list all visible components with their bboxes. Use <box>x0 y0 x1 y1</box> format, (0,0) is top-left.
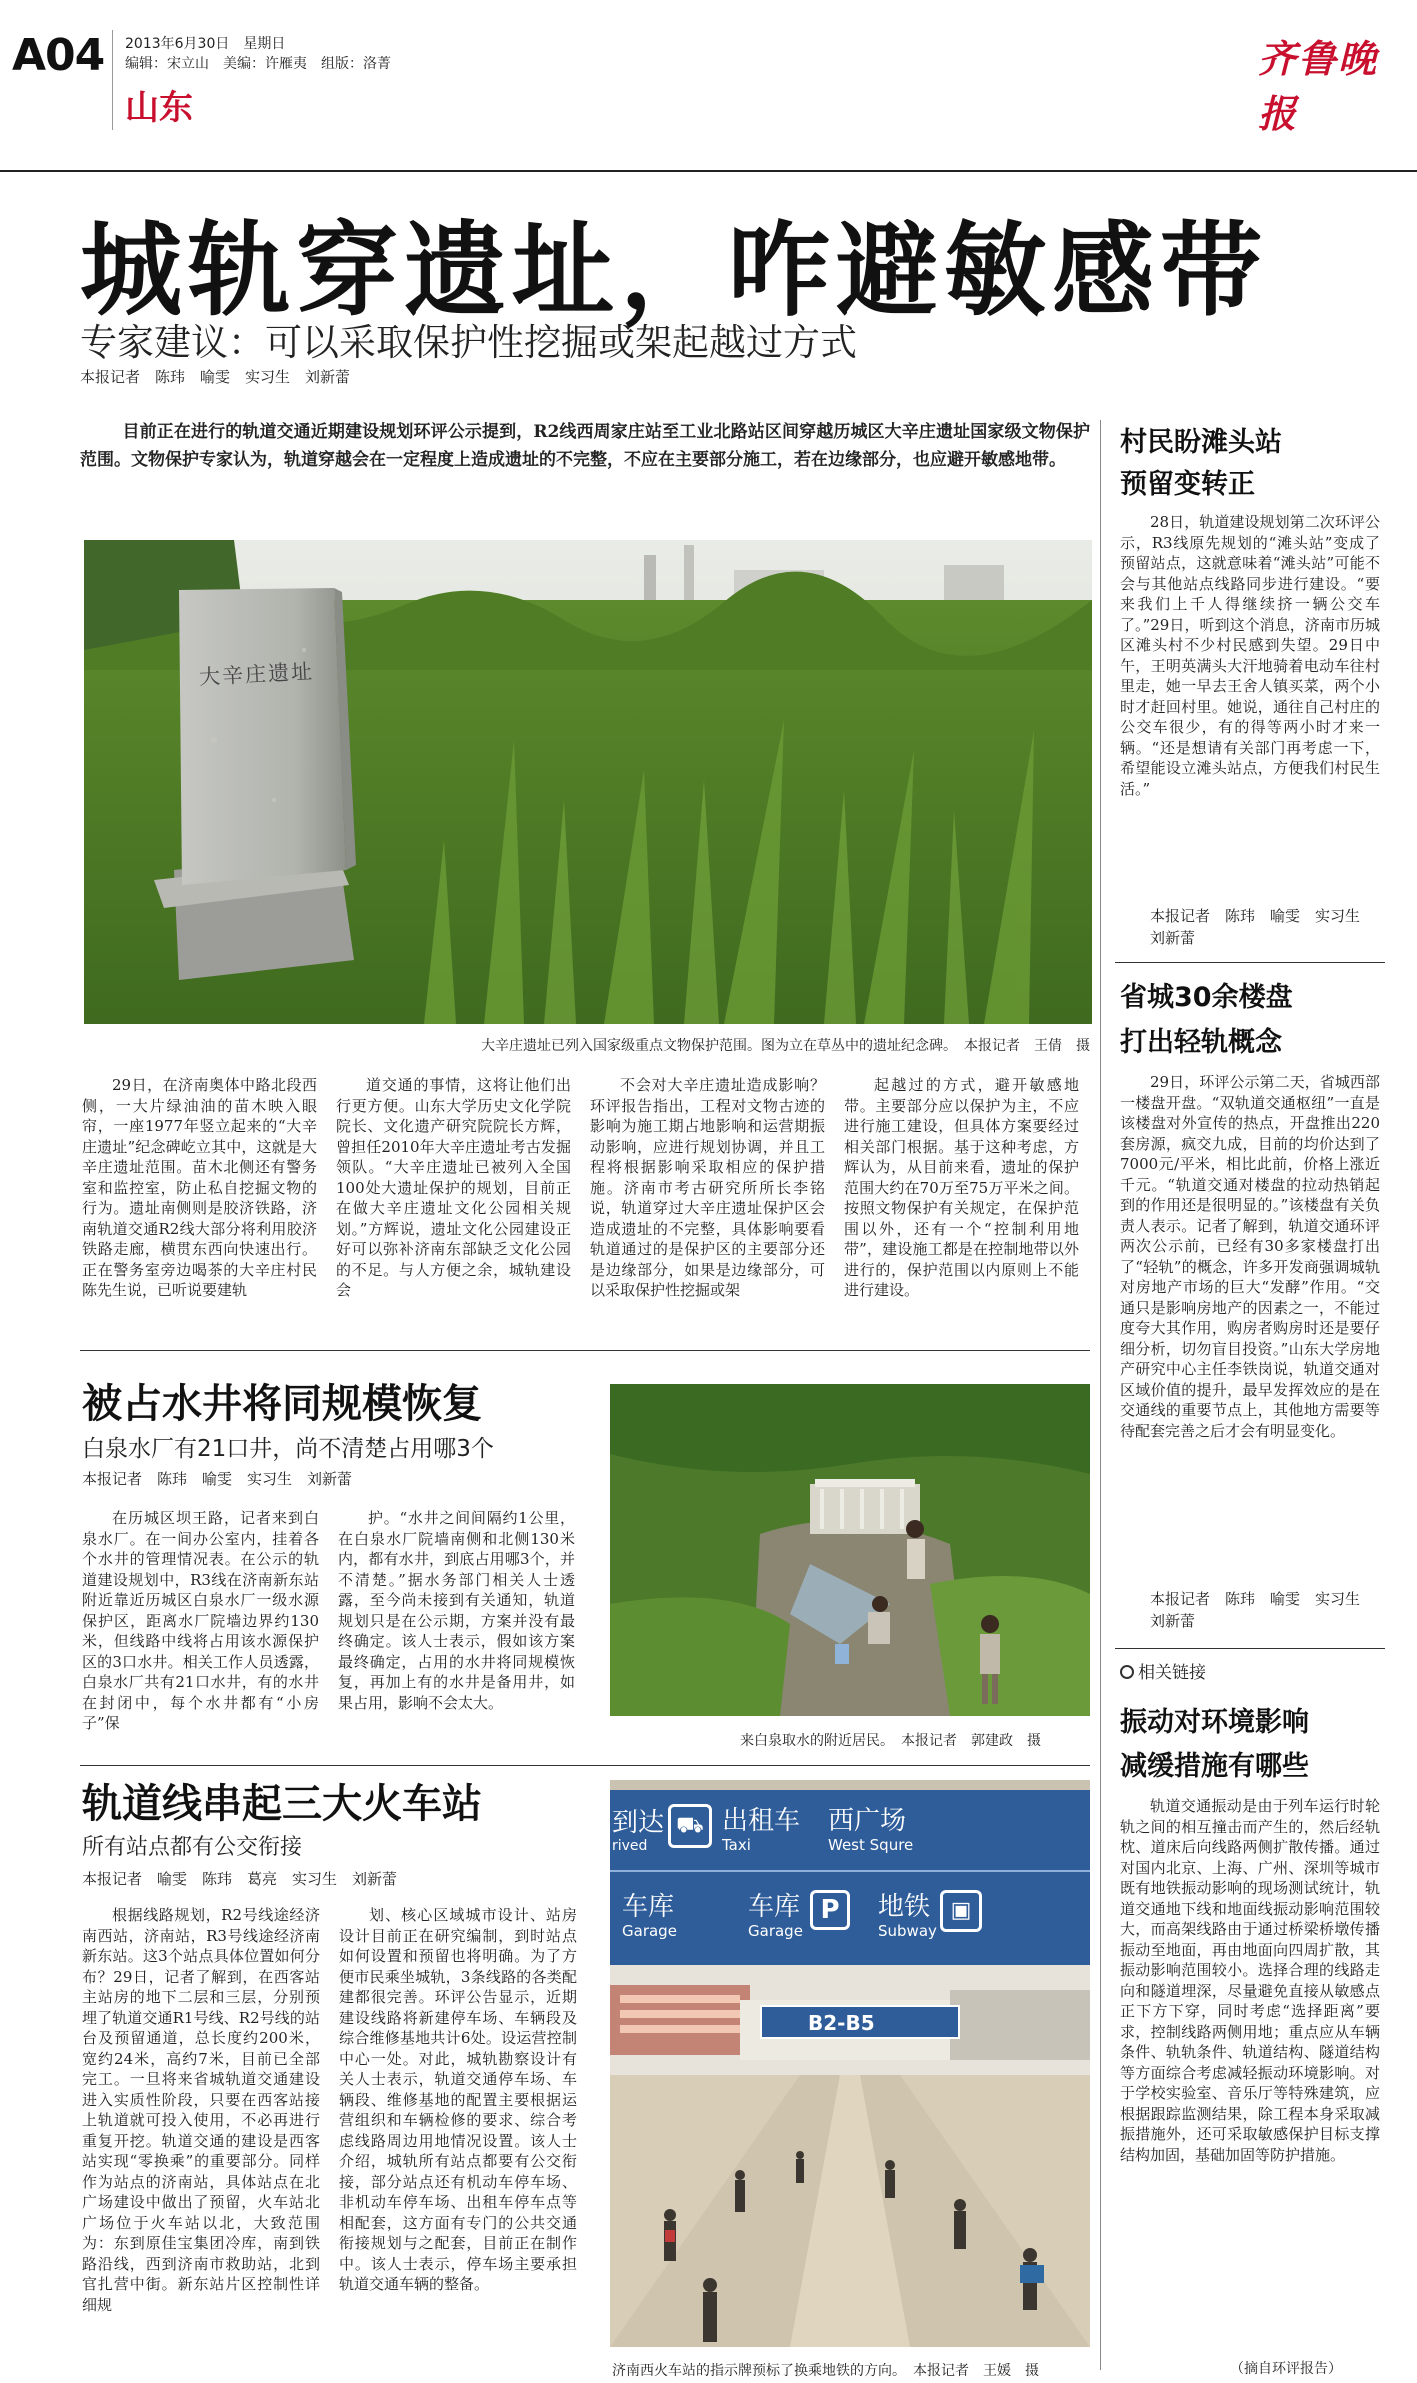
sign-garage-en-2: Garage <box>748 1922 803 1940</box>
station-photo-caption: 济南西火车站的指示牌预标了换乘地铁的方向。 本报记者 王媛 摄 <box>612 2363 1039 2379</box>
related-link-text: 相关链接 <box>1138 1663 1206 1683</box>
sidebar-story3-title-2: 减缓措施有哪些 <box>1120 1751 1309 1782</box>
stations-subhead: 所有站点都有公交衔接 <box>82 1835 303 1860</box>
lead-column-3: 不会对大辛庄遗址造成影响？环评报告指出，工程对文物古迹的影响为施工期占地影响和运营期振动影响，应进行规划协调，并且工程将根据影响采取相应的保护措施。济南市考古研究所所长李铭说，轨道穿过大辛庄遗址保护区会造成遗址的不完整，具体影响要看轨道通过的是保护区的主要部分还是边缘部分，如果是边缘部分，可以采取保护性挖掘或架 <box>590 1076 825 1299</box>
lead-photo-caption: 大辛庄遗址已列入国家级重点文物保护范围。图为立在草丛中的遗址纪念碑。 本报记者 王倩 摄 <box>481 1038 1090 1054</box>
well-photo-illustration <box>610 1384 1090 1716</box>
section-label: 山东 <box>125 88 193 128</box>
lead-photo <box>84 540 1092 1024</box>
well-bottom-rule <box>80 1765 1090 1766</box>
sign-fragment-cn: 到达 <box>612 1808 665 1838</box>
station-photo <box>610 1780 1090 2347</box>
sign-west-square-en: West Squre <box>828 1836 914 1854</box>
sidebar-story3-title-1: 振动对环境影响 <box>1120 1707 1309 1738</box>
sidebar-story1-byline: 本报记者 陈玮 喻雯 实习生 刘新蕾 <box>1150 907 1376 947</box>
lead-column-1: 29日，在济南奥体中路北段西侧，一大片绿油油的苗木映入眼帘，一座1977年竖立起来的“大辛庄遗址”纪念碑屹立其中，这就是大辛庄遗址范围。苗木北侧还有警务室和监控室，防止私自挖掘文物的行为。遗址南侧则是胶济铁路，济南轨道交通R2线大部分将利用胶济铁路走廊，横贯东西向快速出行。正在警务室旁边喝茶的大辛庄村民陈先生说，已听说要建轨 <box>82 1076 317 1299</box>
sign-subway-en: Subway <box>878 1922 937 1940</box>
lead-bottom-rule <box>80 1350 1090 1351</box>
sidebar-rule-2 <box>1115 1648 1385 1649</box>
stations-column-2: 划、核心区域城市设计、站房设计目前正在研究编制，到时站点如何设置和预留也将明确。为了方便市民乘坐城轨，3条线路的各类配建都很完善。环评公告显示，近期建设线路将新建停车场、车辆段及综合维修基地共计6处。设运营控制中心一处。对此，城轨勘察设计有关人士表示，轨道交通停车场、车辆段、维修基地的配置主要根据运营组织和车辆检修的要求、综合考虑线路周边用地情况设置。该人士介绍，城轨所有站点都要有公交衔接，部分站点还有机动车停车场、非机动车停车场、出租车停车点等相配套，这方面有专门的公共交通衔接规划与之配套，目前正在制作中。该人士表示，停车场主要承担轨道交通车辆的整备。 <box>339 1906 577 2293</box>
lead-subhead: 专家建议：可以采取保护性挖掘或架起越过方式 <box>80 321 857 364</box>
date-line: 2013年6月30日 星期日 <box>125 36 286 52</box>
sign-taxi-en: Taxi <box>722 1836 751 1854</box>
masthead-rule <box>0 170 1417 172</box>
masthead-divider <box>112 30 113 130</box>
well-column-1: 在历城区坝王路，记者来到白泉水厂。在一间办公室内，挂着各个水井的管理情况表。在公示的轨道建设规划中，R3线在济南新东站附近靠近历城区白泉水厂一级水源保护区，距离水厂院墙边界约130米，但线路中线将占用该水源保护区的3口水井。相关工作人员透露，白泉水厂共有21口水井，有的水井在封闭中，每个水井都有“小房子”保 <box>82 1509 319 1732</box>
related-link-label <box>1120 1658 1206 1683</box>
sidebar-story2-title-1: 省城30余楼盘 <box>1120 982 1293 1013</box>
taxi-icon: ⛟ <box>668 1804 712 1848</box>
sign-garage-label-2: 车库 <box>748 1892 801 1922</box>
platform-sign-label: B2-B5 <box>808 2011 875 2035</box>
sidebar-story3-source: （摘自环评报告） <box>1230 2361 1342 2377</box>
sign-subway-label: 地铁 <box>878 1892 931 1922</box>
sidebar-story2-title-2: 打出轻轨概念 <box>1120 1027 1282 1058</box>
lead-intro: 目前正在进行的轨道交通近期建设规划环评公示提到，R2线西周家庄站至工业北路站区间穿越历城区大辛庄遗址国家级文物保护范围。文物保护专家认为，轨道穿越会在一定程度上造成遗址的不完整，不应在主要部分施工，若在边缘部分，也应避开敏感地带。 <box>80 422 1090 470</box>
stations-headline: 轨道线串起三大火车站 <box>82 1781 482 1827</box>
parking-icon: P <box>810 1890 850 1930</box>
wayfinding-sign <box>610 1790 1090 1965</box>
well-byline: 本报记者 陈玮 喻雯 实习生 刘新蕾 <box>82 1470 353 1488</box>
editors-line: 编辑：宋立山 美编：许雁夷 组版：洛菁 <box>125 56 391 72</box>
sign-garage-label-1: 车库 <box>622 1892 675 1922</box>
sidebar-story2-byline: 本报记者 陈玮 喻雯 实习生 刘新蕾 <box>1150 1590 1376 1630</box>
sign-divider <box>610 1870 1090 1872</box>
newspaper-logo: 齐鲁晚报 <box>1258 36 1379 136</box>
subway-icon: ▣ <box>940 1890 982 1932</box>
stele-inscription: 大辛庄遗址 <box>198 659 315 690</box>
sign-fragment-en: rived <box>612 1838 648 1854</box>
well-photo <box>610 1384 1090 1716</box>
lead-byline: 本报记者 陈玮 喻雯 实习生 刘新蕾 <box>80 368 351 386</box>
lead-column-4: 起越过的方式，避开敏感地带。主要部分应以保护为主，不应进行施工建设，但具体方案要经过相关部门根据。基于这种考虑，方辉认为，从目前来看，遗址的保护范围大约在70万至75万平米之间。按照文物保护有关规定，在保护范围以外，还有一个“控制利用地带”，建设施工都是在控制地带以外进行的，保护范围以内原则上不能进行建设。 <box>844 1076 1079 1299</box>
sidebar-story3-text: 轨道交通振动是由于列车运行时轮轨之间的相互撞击而产生的，然后经轨枕、道床后向线路两侧扩散传播。通过对国内北京、上海、广州、深圳等城市既有地铁振动影响的现场测试统计，轨道交通地下线和地面线振动影响范围较大，而高架线路由于通过桥梁桥墩传播振动至地面，再由地面向四周扩散，其振动影响范围较小。选择合理的线路走向和隧道埋深，尽量避免直接从敏感点正下方下穿，同时考虑“选择距离”要求，控制线路两侧用地；重点应从车辆条件、轨轨条件、轨道结构、隧道结构等方面综合考虑减轻振动环境影响。对于学校实验室、音乐厅等特殊建筑，应根据跟踪监测结果，除工程本身采取减振措施外，还可采取敏感保护目标支撑结构加固，基础加固等防护措施。 <box>1120 1797 1380 2164</box>
well-subhead: 白泉水厂有21口井，尚不清楚占用哪3个 <box>82 1436 494 1462</box>
well-headline: 被占水井将同规模恢复 <box>82 1381 482 1427</box>
page-number: A04 <box>12 30 105 81</box>
sidebar-divider <box>1100 420 1101 2370</box>
stations-byline: 本报记者 喻雯 陈玮 葛亮 实习生 刘新蕾 <box>82 1870 398 1888</box>
sidebar-story1-text: 28日，轨道建设规划第二次环评公示，R3线原先规划的“滩头站”变成了预留站点，这就意味着“滩头站”可能不会与其他站点线路同步进行建设。“要来我们上千人得继续挤一辆公交车了。”29日，听到这个消息，济南市历城区滩头村不少村民感到失望。29日中午，王明英满头大汗地骑着电动车往村里走，她一早去王舍人镇买菜，两个小时才赶回村里。她说，通往自己村庄的公交车很少，有的得等两小时才来一辆。“还是想请有关部门再考虑一下，希望能设立滩头站点，方便我们村民生活。” <box>1120 513 1380 798</box>
lead-column-2: 道交通的事情，这将让他们出行更方便。山东大学历史文化学院院长、文化遗产研究院院长方辉，曾担任2010年大辛庄遗址考古发掘领队。“大辛庄遗址已被列入全国100处大遗址保护的规划，目前正在做大辛庄遗址文化公园相关规划。”方辉说，遗址文化公园建设正好可以弥补济南东部缺乏文化公园的不足。与人方便之余，城轨建设会 <box>336 1076 571 1299</box>
link-icon <box>1120 1665 1134 1679</box>
sidebar-rule-1 <box>1115 962 1385 963</box>
sidebar-story1-title-1: 村民盼滩头站 <box>1120 427 1282 458</box>
sidebar-story1-title-2: 预留变转正 <box>1120 469 1255 500</box>
stations-column-1: 根据线路规划，R2号线途经济南西站，济南站，R3号线途经济南新东站。这3个站点具体位置如何分布？29日，记者了解到，在西客站主站房的地下二层和三层，分别预埋了轨道交通R1号线、R2号线的站台及预留通道，总长度约200米，宽约24米，高约7米，目前已全部完工。一旦将来省城轨道交通建设进入实质性阶段，只要在西客站接上轨道就可投入使用，不必再进行重复开挖。轨道交通的建设是西客站实现“零换乘”的重要部分。同样作为站点的济南站，具体站点在北广场建设中做出了预留，火车站北广场位于火车站以北，大致范围为：东到原佳宝集团冷库，南到铁路沿线，西到济南市救助站，北到官扎营中街。新东站片区控制性详细规 <box>82 1906 320 2314</box>
sign-west-square-label: 西广场 <box>828 1806 907 1836</box>
well-photo-caption: 来白泉取水的附近居民。 本报记者 郭建政 摄 <box>740 1733 1041 1749</box>
sidebar-story2-text: 29日，环评公示第二天，省城西部一楼盘开盘。“双轨道交通枢纽”一直是该楼盘对外宣传的热点，开盘推出220套房源，疯交九成，目前的均价达到了7000元/平米，相比此前，价格上涨近千元。“轨道交通对楼盘的拉动热销起到的作用还是很明显的。”该楼盘有关负责人表示。记者了解到，轨道交通环评两次公示前，已经有30多家楼盘打出了“轻轨”的概念，许多开发商强调城轨对房地产市场的巨大“发酵”作用。“交通只是影响房地产的因素之一，不能过度夸大其作用，购房者购房时还是要仔细分析，切勿盲目投资。”山东大学房地产研究中心主任李铁岗说，轨道交通对区域价值的提升，最早发挥效应的是在交通线的重要节点上，其他地方需要等待配套完善之后才会有明显变化。 <box>1120 1073 1380 1440</box>
stele-photo-illustration <box>84 540 1092 1024</box>
platform-sign <box>760 2005 960 2039</box>
sign-garage-en-1: Garage <box>622 1922 677 1940</box>
well-column-2: 护。“水井之间间隔约1公里，在白泉水厂院墙南侧和北侧130米内，都有水井，到底占用哪3个，并不清楚。”据水务部门相关人士透露，至今尚未接到有关通知，轨道规划只是在公示期，方案并没有最终确定。该人士表示，假如该方案最终确定，占用的水井将同规模恢复，再加上有的水井是备用井，如果占用，影响不会太大。 <box>338 1509 575 1712</box>
lead-headline: 城轨穿遗址，咋避敏感带 <box>80 212 1268 331</box>
sign-taxi-label: 出租车 <box>722 1806 801 1836</box>
